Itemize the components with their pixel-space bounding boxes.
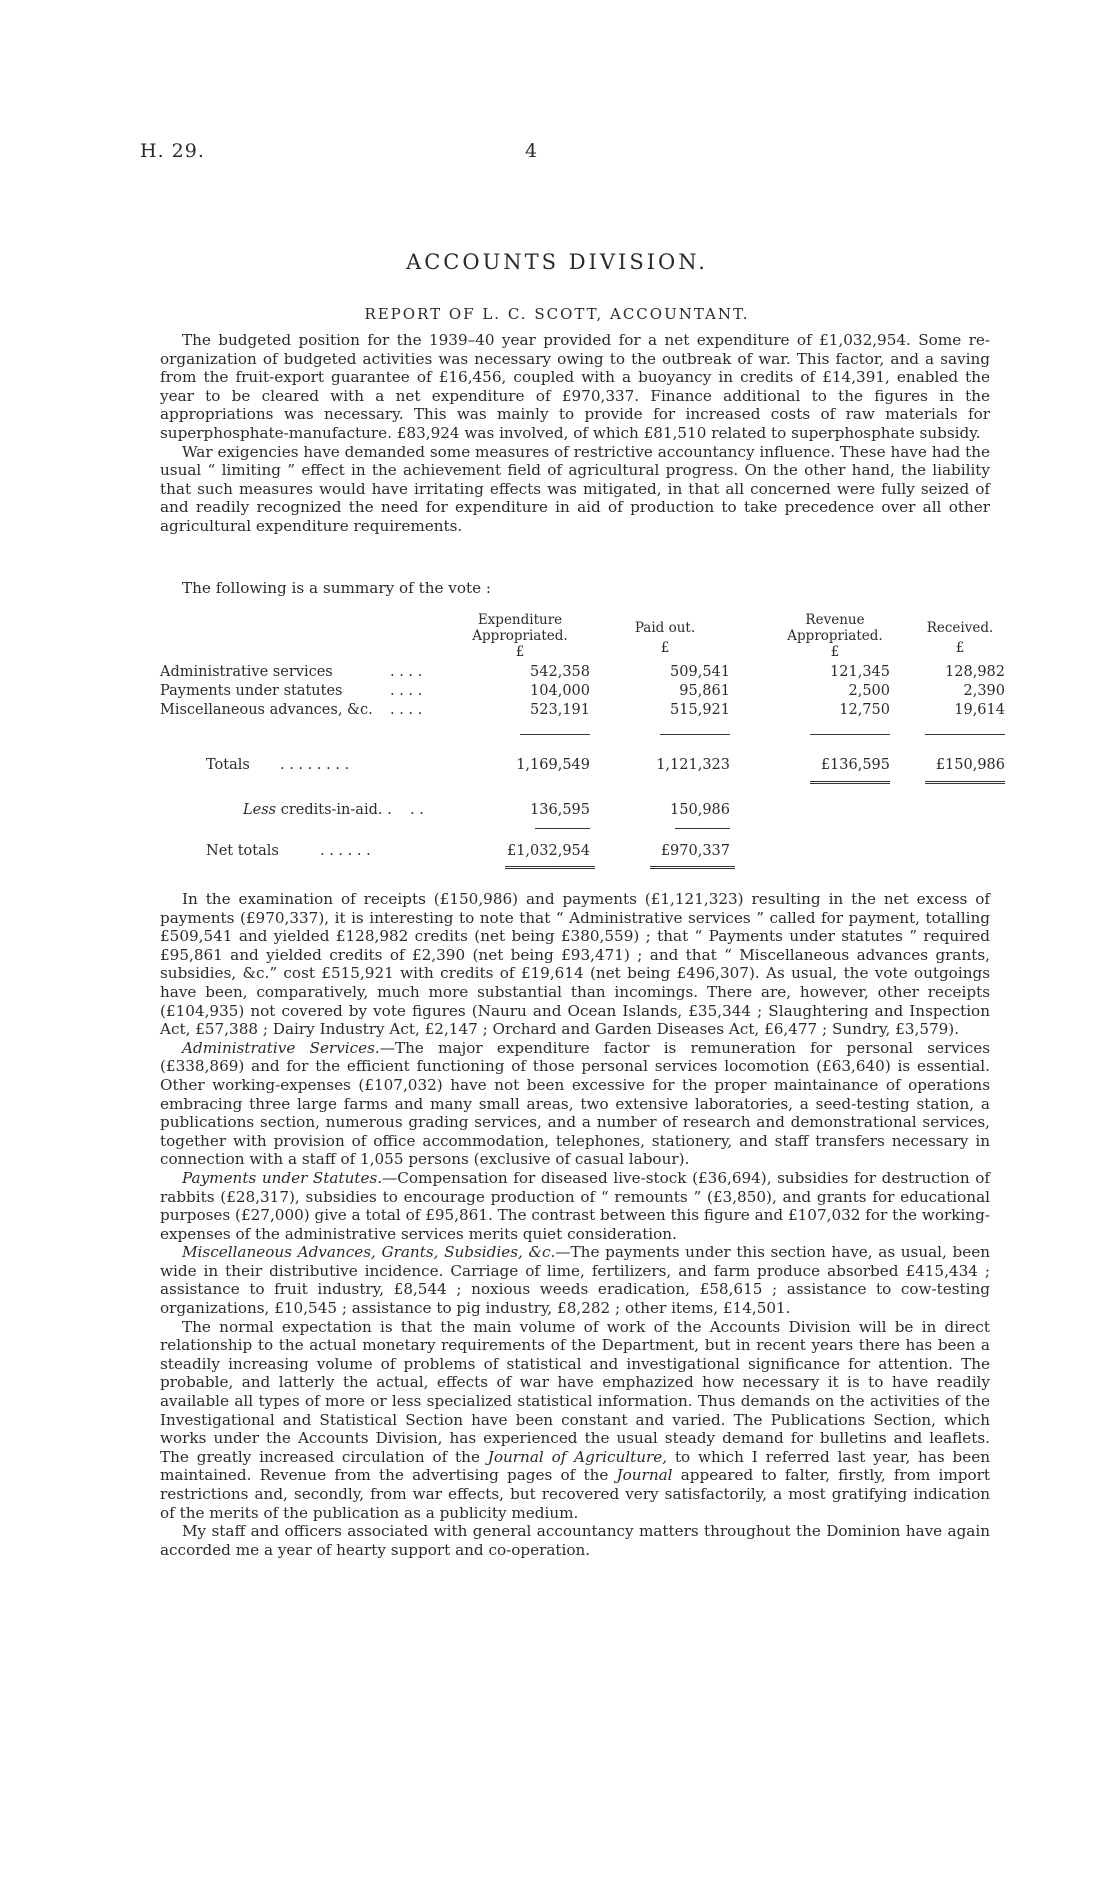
leader-dots: . . . . . . . . <box>280 757 350 773</box>
row-label-miscellaneous: Miscellaneous advances, &c. <box>160 702 373 718</box>
cell: £150,986 <box>935 757 1005 773</box>
cell: 12,750 <box>839 702 890 718</box>
receipts-paragraph: In the examination of receipts (£150,986) and payments (£1,121,323) resulting in the net excess of payments (£970,337), it is interesting to note that “ Administrative services ” called for payment, totalling £509,541 and yielded £128,982 credits (net being £380,559) ; that “ Payments under statutes ” required £95,861 and yielded credits of £2,390 (net being £93,471) ; and that “ Miscellaneous advances grants, subsidies, &c.” cost £515,921 with credits of £19,614 (net being £496,307). As usual, the vote outgoings have been, comparatively, much more substantial than incomings. There are, however, other receipts (£104,935) not covered by vote figures (Nauru and Ocean Islands, £35,344 ; Slaughtering and Inspection Act, £57,388 ; Dairy Industry Act, £2,147 ; Orchard and Garden Diseases Act, £6,477 ; Sundry, £3,579). <box>160 890 990 1039</box>
col-unit: £ <box>955 640 965 656</box>
cell: 104,000 <box>530 683 590 699</box>
sum-rule <box>675 828 730 829</box>
col-header-received <box>915 620 1005 656</box>
col-header-line: Expenditure <box>477 612 563 628</box>
publications-body-b: to which I referred last year, has been maintained. Revenue from the advertising pages of the <box>160 1447 991 1485</box>
cell: 136,595 <box>530 802 590 818</box>
cell: 2,500 <box>848 683 890 699</box>
statutes-body: —Compensation for diseased live-stock (£36,694), subsidies for destruction of rabbits (£28,317), subsidies to encourage production of “ remounts ” (£3,850), and grants for educational purposes (£27,000) give a total of £95,861. The contrast between this figure and £107,032 for the working-expenses of the administrative services merits quiet consideration. <box>160 1168 990 1243</box>
cell: £136,595 <box>820 757 890 773</box>
col-unit: £ <box>660 640 670 656</box>
cell: £1,032,954 <box>506 843 590 859</box>
statutes-heading: Payments under Statutes. <box>182 1168 383 1187</box>
miscellaneous-body: —The payments under this section have, as usual, been wide in their distributive incidence. Carriage of lime, fertilizers, and farm produce absorbed £415,434 ; assistance to fruit industry, £8,544 ; noxious weeds eradication, £58,615 ; assistance to cow-testing organizations, £10,545 ; assistance to pig industry, £8,282 ; other items, £14,501. <box>160 1243 991 1318</box>
col-header-line: Appropriated. <box>787 628 883 644</box>
col-header-line: Received. <box>926 620 994 636</box>
double-rule <box>650 866 735 872</box>
col-unit: £ <box>515 644 525 660</box>
row-label-administrative: Administrative services <box>160 664 333 680</box>
journal-title-short: Journal <box>616 1466 673 1485</box>
page-number: 4 <box>525 140 539 162</box>
closing-paragraph: My staff and officers associated with general accountancy matters throughout the Dominion have again accorded me a year of hearty support and co-operation. <box>160 1522 990 1559</box>
cell: 2,390 <box>963 683 1005 699</box>
col-header-line: Paid out. <box>634 620 696 636</box>
cell: 121,345 <box>830 664 890 680</box>
report-subtitle: REPORT OF L. C. SCOTT, ACCOUNTANT. <box>364 305 750 323</box>
col-header-line: Revenue <box>805 612 865 628</box>
col-unit: £ <box>830 644 840 660</box>
less-label-rest: credits-in-aid. . <box>276 802 392 818</box>
analysis-text <box>160 890 990 1559</box>
sum-rule <box>535 828 590 829</box>
intro-paragraph-2: War exigencies have demanded some measures of restrictive accountancy influence. These have had the usual “ limiting ” effect in the achievement field of agricultural progress. On the other hand, the liability that such measures would have irritating effects was mitigated, in that all concerned were fully seized of and readily recognized the need for expenditure in aid of production to take precedence over all other agricultural expenditure requirements. <box>160 442 990 535</box>
document-reference: H. 29. <box>140 140 205 162</box>
miscellaneous-heading: Miscellaneous Advances, Grants, Subsidies, &c. <box>182 1243 556 1262</box>
cell: 1,169,549 <box>516 757 590 773</box>
double-rule <box>925 781 1005 787</box>
cell: 19,614 <box>954 702 1005 718</box>
row-label-net-totals: Net totals <box>206 843 279 859</box>
administrative-heading: Administrative Services. <box>182 1038 380 1057</box>
publications-body-c: appeared to falter, firstly, from import restrictions and, secondly, from war effects, but recovered very satisfactorily, a most gratifying indication of the merits of the publication as a publicity medium. <box>160 1466 990 1522</box>
publications-body-a: The normal expectation is that the main volume of work of the Accounts Division will be in direct relationship to the actual monetary requirements of the Department, but in recent years there has been a steadily increasing volume of problems of statistical and investigational significance for attention. The probable, and latterly the actual, effects of war have emphazized how necessary it is to have readily available all types of more or less specialized statistical information. Thus demands on the activities of the Investigational and Statistical Section have been constant and varied. The Publications Section, which works under the Accounts Division, has experienced the usual steady demand for bulletins and leaflets. The greatly increased circulation of the <box>160 1317 990 1466</box>
cell: 128,982 <box>945 664 1005 680</box>
col-header-line: Appropriated. <box>472 628 568 644</box>
section-title: ACCOUNTS DIVISION. <box>406 250 708 274</box>
less-word: Less <box>243 802 277 818</box>
cell: 523,191 <box>530 702 590 718</box>
intro-text <box>160 331 990 536</box>
cell: 509,541 <box>670 664 730 680</box>
journal-title: Journal of Agriculture, <box>487 1447 668 1466</box>
leader-dots: . . . . <box>390 683 423 699</box>
double-rule <box>505 866 595 872</box>
row-label-payments: Payments under statutes <box>160 683 343 699</box>
cell: 1,121,323 <box>656 757 730 773</box>
leader-dots: . . <box>410 802 424 818</box>
sum-rule <box>810 734 890 735</box>
administrative-body: —The major expenditure factor is remuneration for personal services (£338,869) and for the efficient functioning of those personal services locomotion (£63,640) is essential. Other working-expenses (£107,032) have not been excessive for the proper maintainance of operations embracing three large farms and many small areas, two extensive laboratories, a seed-testing station, a publications section, numerous grading services, and a number of research and demonstrational services, together with provision of office accommodation, telephones, stationery, and staff transfers necessary in connection with a staff of 1,055 persons (exclusive of casual labour). <box>160 1038 990 1169</box>
col-header-paid-out <box>600 620 730 656</box>
col-header-revenue <box>760 612 910 660</box>
sum-rule <box>925 734 1005 735</box>
sum-rule <box>520 734 590 735</box>
sum-rule <box>660 734 730 735</box>
cell: 95,861 <box>679 683 730 699</box>
administrative-paragraph <box>160 1039 990 1169</box>
row-label-less-credits <box>243 802 392 818</box>
intro-paragraph-1: The budgeted position for the 1939–40 year provided for a net expenditure of £1,032,954. Some re-organization of budgeted activities was necessary owing to the outbreak of war. This factor, and a saving from the fruit-export guarantee of £16,456, coupled with a buoyancy in credits of £14,391, enabled the year to be cleared with a net expenditure of £970,337. Finance additional to the figures in the appropriations was necessary. This was mainly to provide for increased costs of raw materials for superphosphate-manufacture. £83,924 was involved, of which £81,510 related to superphosphate subsidy. <box>160 331 990 442</box>
cell: 542,358 <box>530 664 590 680</box>
statutes-paragraph <box>160 1169 990 1243</box>
leader-dots: . . . . . . <box>320 843 371 859</box>
cell: 515,921 <box>670 702 730 718</box>
page-header <box>140 140 940 164</box>
cell: 150,986 <box>670 802 730 818</box>
row-label-totals: Totals <box>206 757 250 773</box>
col-header-expenditure <box>440 612 600 660</box>
cell: £970,337 <box>660 843 730 859</box>
publications-paragraph <box>160 1318 990 1523</box>
vote-summary-intro: The following is a summary of the vote : <box>182 579 492 597</box>
leader-dots: . . . . <box>390 664 423 680</box>
leader-dots: . . . . <box>390 702 423 718</box>
miscellaneous-paragraph <box>160 1243 990 1317</box>
double-rule <box>810 781 890 787</box>
